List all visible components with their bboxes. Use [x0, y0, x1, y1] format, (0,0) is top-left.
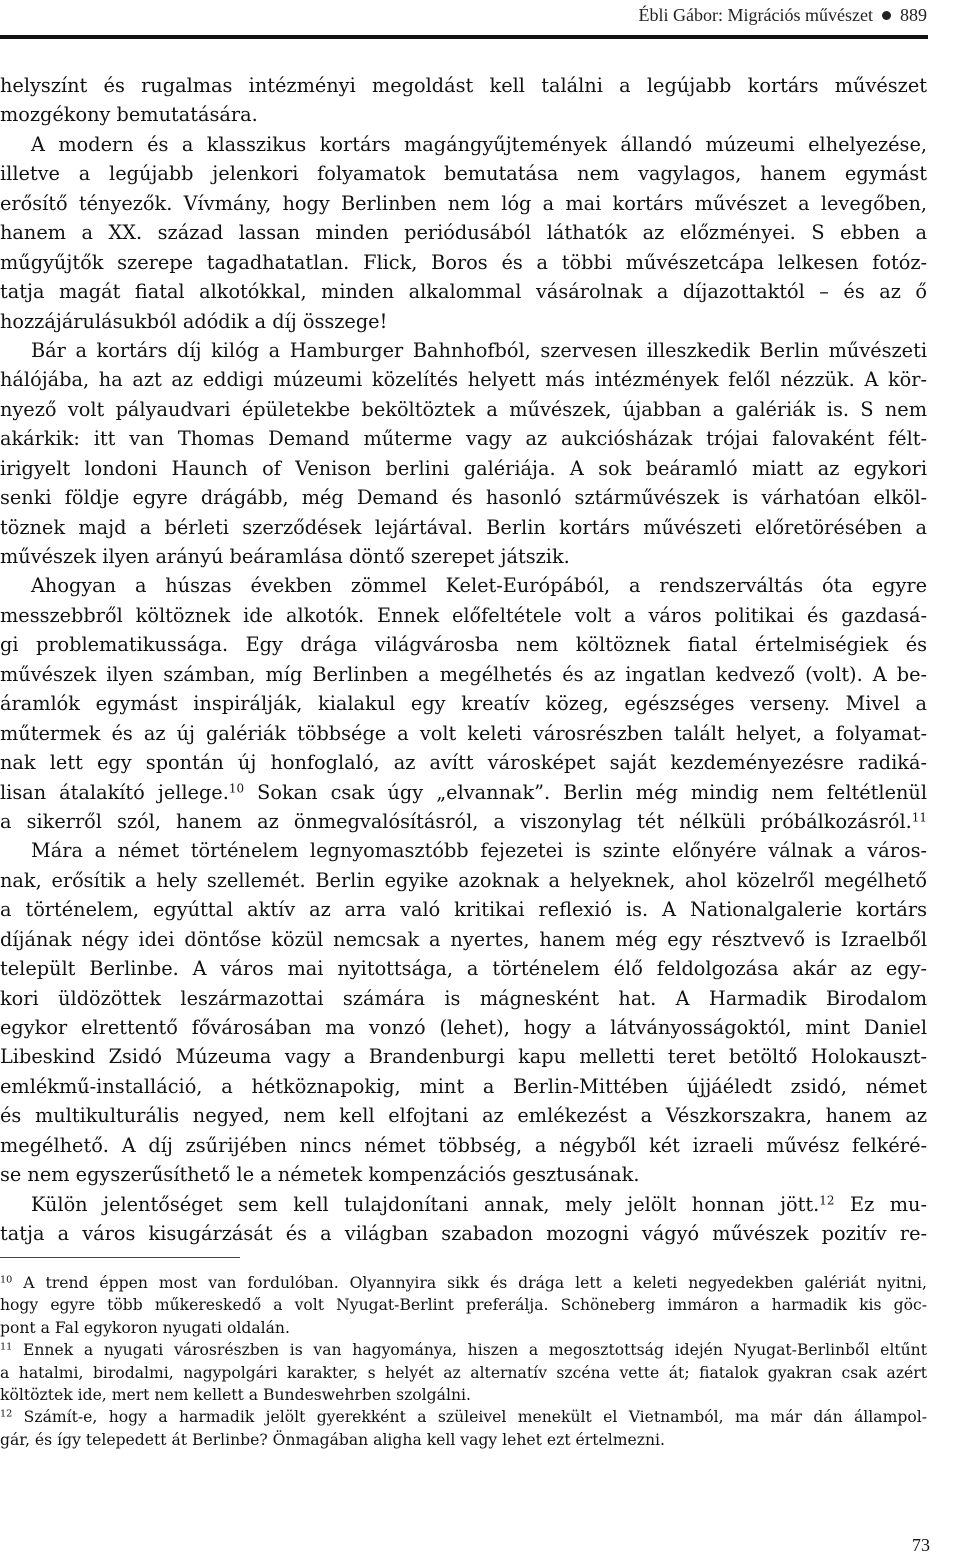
text-line — [0, 778, 927, 807]
text-line: A modern és a klasszikus kortárs magángyűjtemények állandó múzeumi elhelyezése, — [31, 132, 927, 156]
footnote-line: a hatalmi, birodalmi, nagypolgári karakter, s helyét az alternatív szcéna vette át; fiatalok gyakran csak azért — [0, 1363, 927, 1382]
footnote-number: 11 — [0, 1341, 13, 1353]
text-line: senki földje egyre drágább, még Demand és hasonló sztárművészek is várhatóan elköl- — [0, 486, 927, 510]
text-segment: Külön jelentőséget sem kell tulajdonítani annak, mely jelölt honnan jött. — [31, 1192, 820, 1216]
running-head — [639, 2, 927, 28]
text-line: nyező volt pályaudvari épületekbe beköltöztek a művészek, újabban a galériák is. S nem — [0, 397, 927, 421]
footnote-line — [0, 1339, 927, 1361]
text-line: művészek ilyen számban, míg Berlinben a megélhetés és az ingatlan kedvező (volt). A be- — [0, 662, 927, 686]
footnote-line: pont a Fal egykoron nyugati oldalán. — [0, 1318, 290, 1337]
text-line: töznek majd a bérleti szerződések lejártával. Berlin kortárs művészeti előretörésében a — [0, 515, 927, 539]
text-line: se nem egyszerűsíthető le a németek kompenzációs gesztusának. — [0, 1163, 640, 1187]
footnotes — [0, 1272, 927, 1451]
text-line: műtermek és az új galériák többsége a volt keleti városrészben talált helyet, a folyamat- — [0, 721, 927, 745]
text-line: hálójába, ha azt az eddigi múzeumi közelítés helyett más intézmények felől nézzük. A kör- — [0, 368, 927, 392]
text-line: akárkik: itt van Thomas Demand műterme vagy az aukciósházak trójai falovaként félt- — [0, 427, 927, 451]
footnote-text: Számít-e, hogy a harmadik jelölt gyerekként a szüleivel menekült el Vietnamból, ma már dán állampol- — [23, 1408, 927, 1427]
text-line: megélhető. A díj zsűrijében nincs német többség, a négyből két izraeli művész felkéré- — [0, 1133, 927, 1157]
text-line: települt Berlinbe. A város mai nyitottsága, a történelem élő feldolgozása akár az egy- — [0, 957, 927, 981]
text-line — [0, 807, 927, 836]
text-line: Mára a német történelem legnyomasztóbb fejezetei is szinte előnyére válnak a város- — [31, 839, 927, 863]
text-line: illetve a legújabb jelenkori folyamatok bemutatása nem vagylagos, hanem egymást — [0, 162, 927, 186]
text-line: műgyűjtők szerepe tagadhatatlan. Flick, Boros és a többi művészetcápa lelkesen fotóz- — [0, 250, 927, 274]
footnote-line: költöztek ide, mert nem kellett a Bundeswehrben szolgálni. — [0, 1385, 471, 1404]
text-line: a történelem, egyúttal aktív az arra való kritikai reflexió is. A Nationalgalerie kortárs — [0, 898, 927, 922]
text-line: emlékmű-installáció, a hétköznapokig, mint a Berlin-Mittében újjáéledt zsidó, német — [0, 1074, 927, 1098]
footnote-ref[interactable]: 10 — [228, 780, 245, 795]
text-line: művészek ilyen arányú beáramlása döntő szerepet játszik. — [0, 545, 570, 568]
running-title: Ébli Gábor: Migrációs művészet — [638, 5, 873, 25]
text-line: tatja a város kisugárzását és a világban szabadon mozogni vágyó művészek pozitív re- — [0, 1222, 927, 1246]
text-line: Ahogyan a húszas években zömmel Kelet-Európából, a rendszerváltás óta egyre — [31, 574, 927, 598]
text-line: díjának négy idei döntőse közül nemcsak a nyertes, hanem még egy résztvevő is Izraelből — [0, 927, 927, 951]
text-line: nak, erősítik a hely szellemét. Berlin egyike azoknak a helyeknek, ahol közelről megélhető — [0, 868, 927, 892]
footnote-text: A trend éppen most van fordulóban. Olyannyira sikk és drága lett a keleti negyedekben galériát nyitni, — [23, 1274, 927, 1292]
text-line: gi problematikussága. Egy drága világvárosba nem költöznek fiatal értelmiségiek és — [0, 633, 927, 657]
footnote-line — [0, 1272, 927, 1294]
text-line: és multikulturális negyed, nem kell elfojtani az emlékezést a Vészkorszakra, hanem az — [0, 1104, 927, 1128]
footnote-ref[interactable]: 12 — [819, 1193, 835, 1208]
text-segment: a sikerről szól, hanem az önmegvalósításról, a viszonylag tét nélküli próbálkozásról. — [0, 809, 912, 833]
bullet-separator — [882, 11, 891, 20]
text-line: mozgékony bemutatására. — [0, 103, 258, 127]
text-line: Bár a kortárs díj kilóg a Hamburger Bahnhofból, szervesen illeszkedik Berlin művészeti — [31, 338, 927, 362]
text-line: áramlók egymást inspirálják, kialakul egy kreatív közeg, egészséges verseny. Mivel a — [0, 692, 927, 716]
footnote-line: hogy egyre több műkereskedő a volt Nyugat-Berlint preferálja. Schöneberg immáron a harmadik kis göc- — [0, 1296, 927, 1315]
folio: 73 — [912, 1535, 930, 1555]
text-line: kori üldözöttek leszármazottai számára is mágnesként hat. A Harmadik Birodalom — [0, 986, 927, 1010]
text-line: hanem a XX. század lassan minden periódusából láthatók az előzményei. S ebben a — [0, 221, 927, 245]
page-number: 889 — [900, 5, 927, 25]
text-line: irigyelt londoni Haunch of Venison berlini galériája. A sok beáramló miatt az egykori — [0, 456, 927, 480]
text-line: Libeskind Zsidó Múzeuma vagy a Brandenburgi kapu melletti teret betöltő Holokauszt- — [0, 1045, 927, 1069]
footnote-text: Ennek a nyugati városrészben is van hagyománya, hiszen a megosztottság idején Nyugat-Berlinből eltűnt — [23, 1341, 927, 1360]
footnote-rule — [0, 1257, 240, 1258]
text-segment: lisan átalakító jellege. — [0, 780, 229, 804]
footnote-line: gár, és így telepedett át Berlinbe? Önmagában aligha kell vagy lehet ezt értelmezni. — [0, 1430, 665, 1449]
text-line: helyszínt és rugalmas intézményi megoldást kell találni a legújabb kortárs művészet — [0, 74, 927, 97]
header-rule — [0, 35, 928, 39]
text-line: tatja magát fiatal alkotókkal, minden alkalommal vásárolnak a díjazottaktól – és az ő — [0, 280, 927, 304]
footnote-ref[interactable]: 11 — [911, 810, 927, 825]
footnote-number: 12 — [0, 1409, 13, 1421]
main-text — [0, 71, 927, 1249]
text-line: erősítő tényezők. Vívmány, hogy Berlinben nem lóg a mai kortárs művészet a levegőben, — [0, 191, 927, 215]
text-line: egykor elrettentő fővárosában ma vonzó (lehet), hogy a látványosságoktól, mint Daniel — [0, 1016, 927, 1039]
text-line: hozzájárulásukból adódik a díj összege! — [0, 309, 388, 333]
footnote-number: 10 — [0, 1274, 13, 1286]
text-line: nak lett egy spontán új honfoglaló, az avítt városképet saját kezdeményezésre radiká- — [0, 751, 927, 775]
footnote-line — [0, 1406, 927, 1428]
text-line — [0, 1190, 927, 1219]
text-segment: Sokan csak úgy „elvannak”. Berlin még mindig nem feltétlenül — [257, 780, 927, 804]
text-segment: Ez mu- — [850, 1192, 927, 1216]
text-line: messzebbről költöznek ide alkotók. Ennek előfeltétele volt a város politikai és gazdasá- — [0, 603, 927, 627]
